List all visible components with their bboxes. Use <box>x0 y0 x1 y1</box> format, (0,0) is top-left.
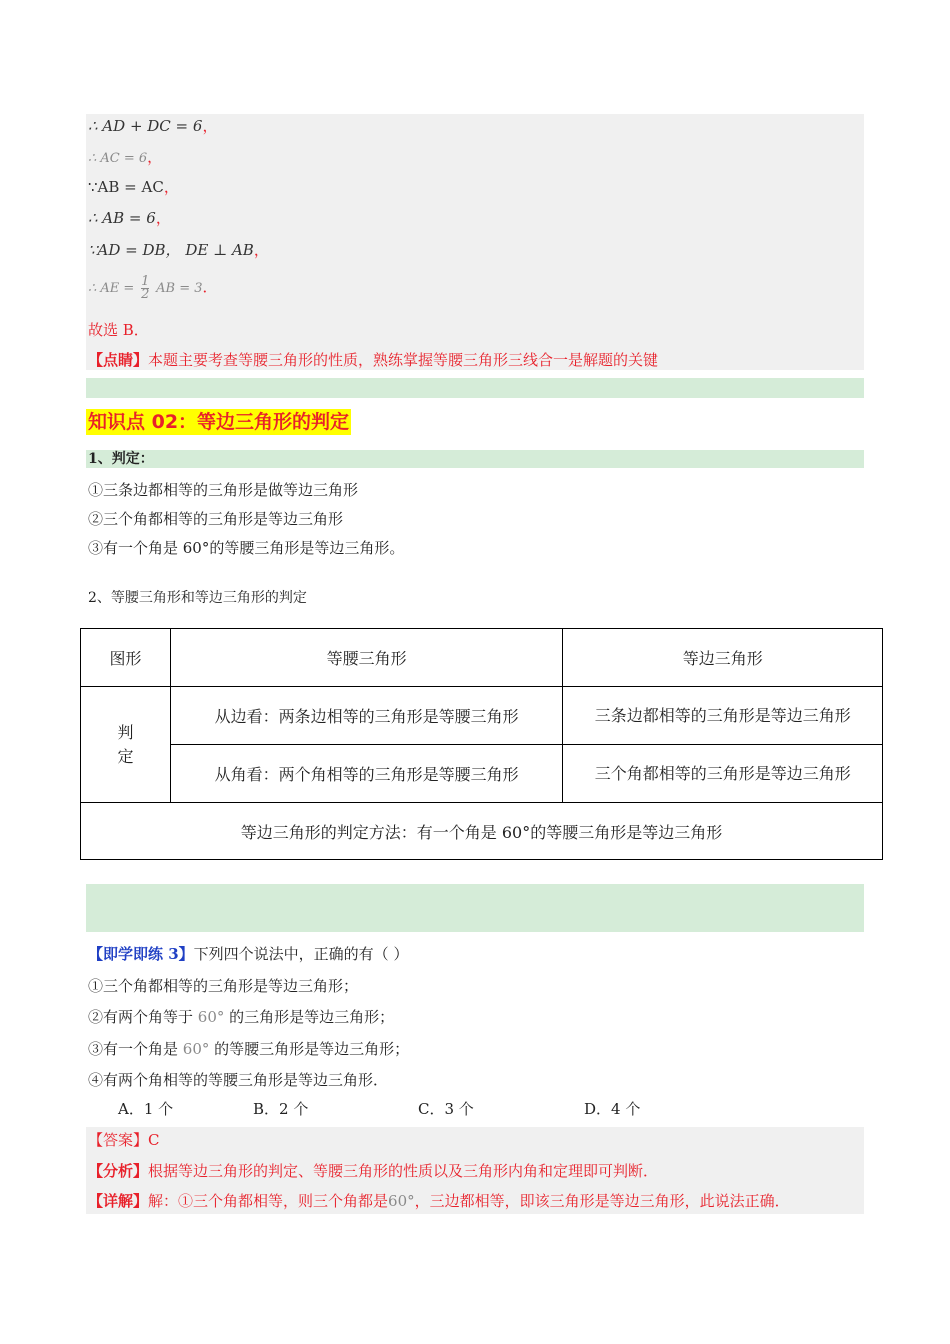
option-a[interactable]: A．1 个 <box>118 1100 174 1118</box>
criterion-2: ②三个角都相等的三角形是等边三角形 <box>88 510 344 528</box>
statement-1: ①三个角都相等的三角形是等边三角形； <box>88 977 359 995</box>
conclusion: 故选 B． <box>88 321 149 339</box>
analysis-line: 【分析】根据等边三角形的判定、等腰三角形的性质以及三角形内角和定理即可判断． <box>88 1162 659 1180</box>
comparison-table <box>80 628 883 860</box>
proof-line-4: ∴ AB = 6， <box>88 209 171 227</box>
header-isosceles: 等腰三角形 <box>170 629 563 687</box>
exercise-question: 【即学即练 3】下列四个说法中，正确的有（ ） <box>88 945 409 963</box>
section-divider <box>86 378 864 398</box>
exercise-header-bar <box>86 884 864 932</box>
statement-3: ③有一个角是 60° 的等腰三角形是等边三角形； <box>88 1040 410 1058</box>
proof-line-5: ∵AD = DB， DE ⊥ AB， <box>88 241 269 259</box>
answer-line: 【答案】C <box>88 1131 160 1149</box>
criterion-3: ③有一个角是 60°的等腰三角形是等边三角形。 <box>88 539 405 557</box>
table-footer: 等边三角形的判定方法：有一个角是 60°的等腰三角形是等边三角形 <box>81 803 883 860</box>
section-title: 知识点 02：等边三角形的判定 <box>88 411 350 433</box>
statement-4: ④有两个角相等的等腰三角形是等边三角形． <box>88 1071 389 1089</box>
statement-2: ②有两个角等于 60° 的三角形是等边三角形； <box>88 1008 395 1026</box>
cell-equilateral-angles: 三个角都相等的三角形是等边三角形 <box>563 745 883 803</box>
proof-line-2: ∴ AC = 6， <box>88 148 163 166</box>
option-b[interactable]: B．2 个 <box>253 1100 309 1118</box>
proof-line-1: ∴ AD + DC = 6， <box>88 117 218 135</box>
cell-isosceles-sides: 从边看：两条边相等的三角形是等腰三角形 <box>170 687 563 745</box>
fraction: $\frac{1}{2}$ <box>141 273 150 302</box>
option-d[interactable]: D．4 个 <box>584 1100 641 1118</box>
sub-heading-2: 2、等腰三角形和等边三角形的判定 <box>88 590 307 606</box>
detail-line: 【详解】解：①三个角都相等，则三个角都是60°，三边都相等，即该三角形是等边三角形，此说法正确． <box>88 1192 790 1210</box>
subheading-bar <box>86 450 864 468</box>
proof-line-3: ∵AB = AC， <box>88 178 179 196</box>
row-label: 判 定 <box>81 687 171 803</box>
header-equilateral: 等边三角形 <box>563 629 883 687</box>
header-figure: 图形 <box>81 629 171 687</box>
cell-equilateral-sides: 三条边都相等的三角形是等边三角形 <box>563 687 883 745</box>
criterion-1: ①三条边都相等的三角形是做等边三角形 <box>88 481 359 499</box>
cell-isosceles-angles: 从角看：两个角相等的三角形是等腰三角形 <box>170 745 563 803</box>
option-c[interactable]: C．3 个 <box>418 1100 474 1118</box>
proof-line-6: ∴ AE = $\frac{1}{2}$ AB = 3． <box>88 273 218 302</box>
sub-heading-1: 1、判定： <box>88 451 154 467</box>
tip-line: 【点睛】本题主要考查等腰三角形的性质，熟练掌握等腰三角形三线合一是解题的关键 <box>88 351 659 369</box>
